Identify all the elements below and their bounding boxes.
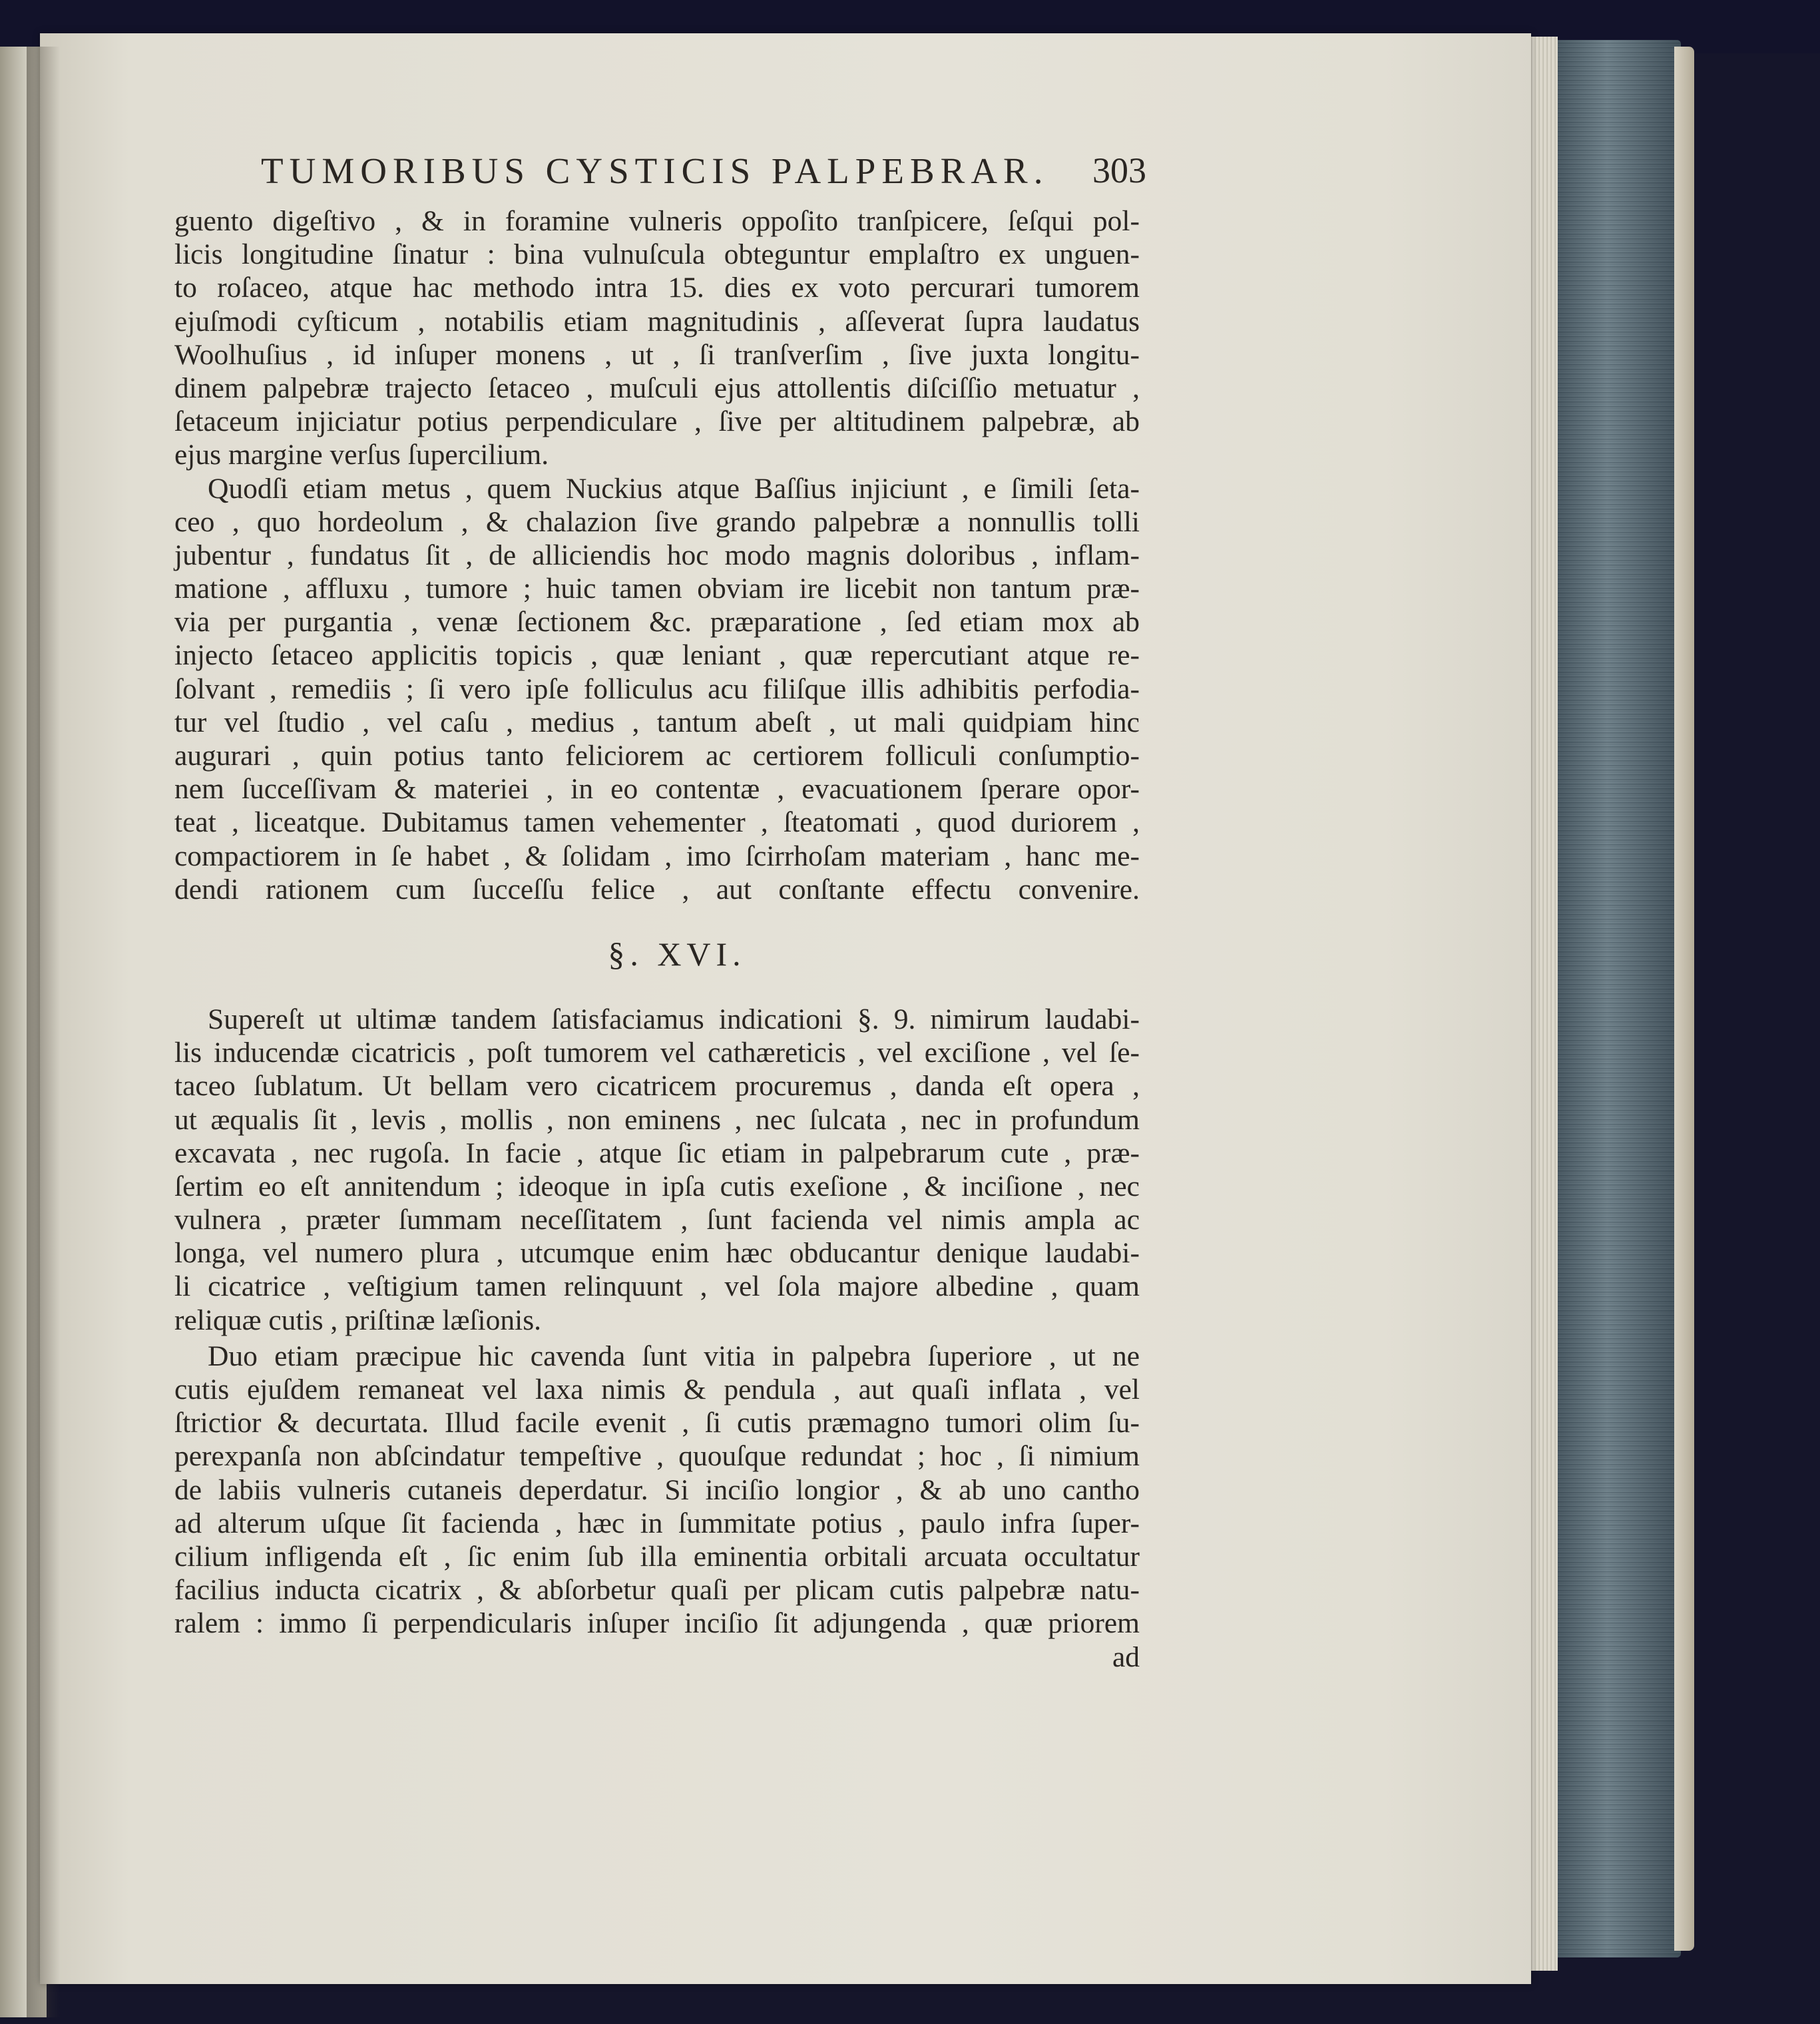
- text-line: tur vel ſtudio , vel caſu , medius , tantum abeſt , ut mali quidpiam hinc: [174, 706, 1140, 738]
- text-line: guento digeſtivo , & in foramine vulneris oppoſito tranſpicere, ſeſqui pol-: [174, 205, 1140, 237]
- text-line: Quodſi etiam metus , quem Nuckius atque Baſſius injiciunt , e ſimili ſeta-: [208, 472, 1140, 505]
- section-heading: §. XVI.: [608, 935, 746, 973]
- text-line: matione , affluxu , tumore ; huic tamen obviam ire licebit non tantum præ-: [174, 573, 1140, 605]
- running-head: TUMORIBUS CYSTICIS PALPEBRAR.: [261, 150, 1049, 191]
- text-line: Supereſt ut ultimæ tandem ſatisfaciamus indicationi §. 9. nimirum laudabi-: [208, 1003, 1140, 1035]
- text-line: teat , liceatque. Dubitamus tamen vehementer , ſteatomati , quod duriorem ,: [174, 806, 1140, 839]
- text-line: ralem : immo ſi perpendicularis inſuper inciſio ſit adjungenda , quæ priorem: [174, 1607, 1140, 1640]
- text-line: cilium infligenda eſt , ſic enim ſub illa eminentia orbitali arcuata occultatur: [174, 1540, 1140, 1573]
- paragraph-quodsi: [174, 472, 1140, 906]
- text-line: to roſaceo, atque hac methodo intra 15. dies ex voto percurari tumorem: [174, 272, 1140, 304]
- text-line: injecto ſetaceo applicitis topicis , quæ leniant , quæ repercutiant atque re-: [174, 639, 1140, 672]
- text-line: de labiis vulneris cutaneis deperdatur. Si inciſio longior , & ab uno cantho: [174, 1473, 1140, 1506]
- gutter-shadow: [27, 47, 60, 2017]
- text-line: via per purgantia , venæ ſectionem &c. præparatione , ſed etiam mox ab: [174, 606, 1140, 638]
- paragraph-continuation: [174, 204, 1140, 472]
- text-line: cutis ejuſdem remaneat vel laxa nimis & pendula , aut quaſi inflata , vel: [174, 1374, 1140, 1405]
- text-line: ſertim eo eſt annitendum ; ideoque in ipſa cutis exeſione , & inciſione , nec: [174, 1170, 1140, 1202]
- text-line: Duo etiam præcipue hic cavenda ſunt vitia in palpebra ſuperiore , ut ne: [208, 1340, 1140, 1372]
- text-line: ut æqualis ſit , levis , mollis , non eminens , nec ſulcata , nec in profundum: [174, 1103, 1140, 1136]
- catchword: ad: [1112, 1641, 1140, 1673]
- text-line: facilius inducta cicatrix , & abſorbetur quaſi per plicam cutis palpebræ natu-: [174, 1574, 1140, 1607]
- text-line: ſtrictior & decurtata. Illud facile evenit , ſi cutis præmagno tumori olim ſu-: [174, 1407, 1140, 1439]
- paragraph-duo: [174, 1340, 1140, 1641]
- text-line: ad alterum uſque ſit facienda , hæc in ſummitate potius , paulo infra ſuper-: [174, 1507, 1140, 1539]
- book-fore-edge-shade: [1558, 40, 1681, 1957]
- text-line: compactiorem in ſe habet , & ſolidam , imo ſcirrhoſam materiam , hanc me-: [174, 840, 1140, 872]
- text-line: dinem palpebræ trajecto ſetaceo , muſculi ejus attollentis diſciſſio metuatur ,: [174, 372, 1140, 404]
- running-head-row: [174, 143, 1146, 204]
- text-line: dendi rationem cum ſucceſſu felice , aut conſtante effectu convenire.: [174, 873, 1140, 905]
- text-line: perexpanſa non abſcindatur tempeſtive , quouſque redundat ; hoc , ſi nimium: [174, 1440, 1140, 1473]
- text-line: ejus margine verſus ſupercilium.: [174, 439, 549, 471]
- text-line: nem ſucceſſivam & materiei , in eo contentæ , evacuationem ſperare opor-: [174, 773, 1140, 806]
- text-line: ſetaceum injiciatur potius perpendiculare , ſive per altitudinem palpebræ, ab: [174, 405, 1140, 438]
- text-line: ceo , quo hordeolum , & chalazion ſive grando palpebræ a nonnullis tolli: [174, 505, 1140, 538]
- text-line: longa, vel numero plura , utcumque enim hæc obducantur denique laudabi-: [174, 1237, 1140, 1270]
- text-line: reliquæ cutis , priſtinæ læſionis.: [174, 1304, 542, 1336]
- text-line: excavata , nec rugoſa. In facie , atque ſic etiam in palpebrarum cute , præ-: [174, 1137, 1140, 1169]
- book-cover-edge: [1674, 47, 1694, 1951]
- text-line: ſolvant , remediis ; ſi vero ipſe folliculus acu filiſque illis adhibitis perfodia-: [174, 672, 1140, 705]
- text-line: augurari , quin potius tanto feliciorem ac certiorem folliculi conſumptio-: [174, 740, 1140, 772]
- text-line: Woolhuſius , id inſuper monens , ut , ſi tranſverſim , ſive juxta longitu-: [174, 338, 1140, 371]
- text-line: taceo ſublatum. Ut bellam vero cicatricem procuremus , danda eſt opera ,: [174, 1070, 1140, 1103]
- page-number: 303: [1092, 150, 1146, 190]
- page-text: [174, 143, 1146, 1674]
- text-line: li cicatrice , veſtigium tamen relinquunt , vel ſola majore albedine , quam: [174, 1270, 1140, 1303]
- text-line: lis inducendæ cicatricis , poſt tumorem vel cathæreticis , vel exciſione , vel ſe-: [174, 1037, 1140, 1069]
- text-line: vulnera , præter ſummam neceſſitatem , ſunt facienda vel nimis ampla ac: [174, 1204, 1140, 1236]
- paragraph-superest: [174, 1003, 1140, 1337]
- text-line: jubentur , fundatus ſit , de alliciendis hoc modo magnis doloribus , inflam-: [174, 539, 1140, 571]
- text-line: licis longitudine ſinatur : bina vulnuſcula obteguntur emplaſtro ex unguen-: [174, 238, 1140, 271]
- text-line: ejuſmodi cyſticum , notabilis etiam magnitudinis , aſſeverat ſupra laudatus: [174, 305, 1140, 338]
